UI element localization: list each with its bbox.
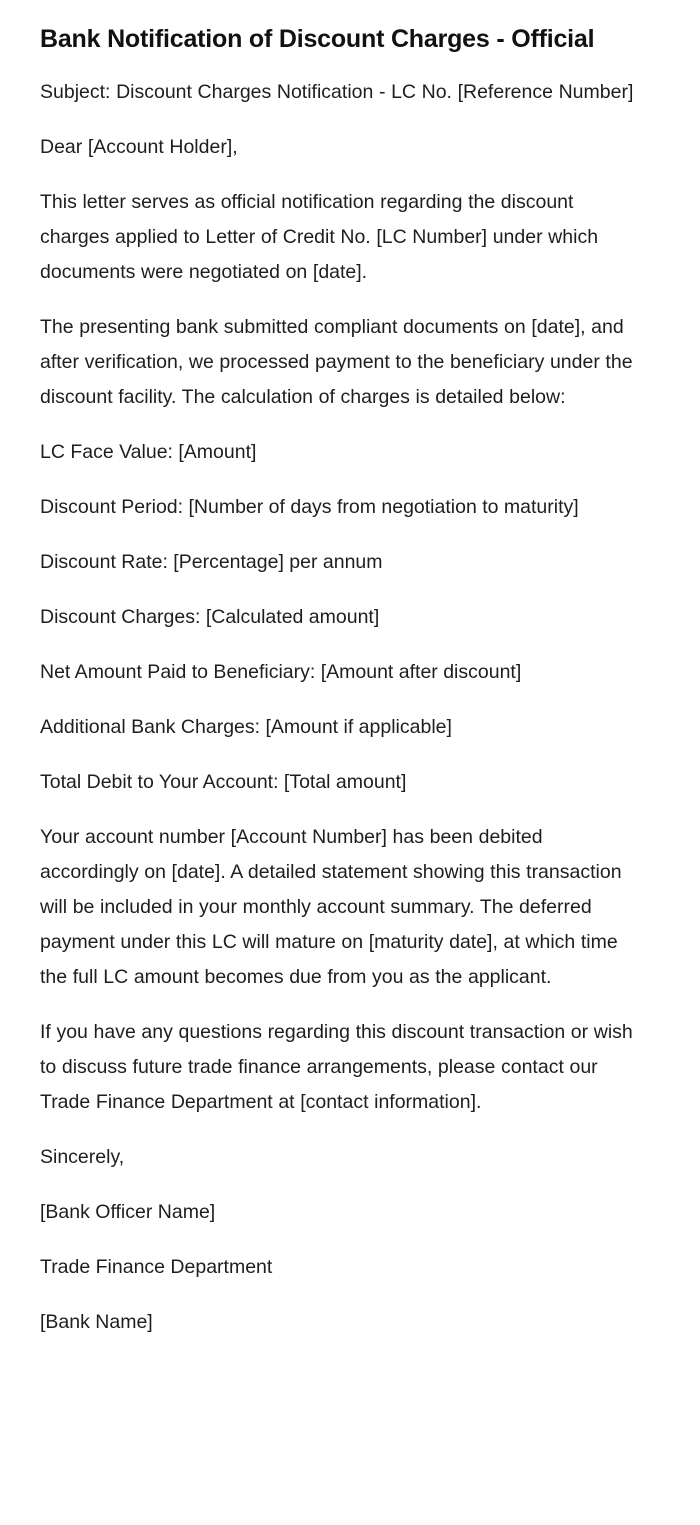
body-paragraph-2: The presenting bank submitted compliant documents on [date], and after verification, we processed payment to the beneficiary under the discount facility. The calculation of charges is detailed below: [40,316,633,409]
list-item: Discount Rate: [Percentage] per annum [40,551,383,574]
charge-details-list [40,435,660,800]
body-paragraph-1: This letter serves as official notification regarding the discount charges applied to Letter of Credit No. [LC Number] under which documents were negotiated on [date]. [40,191,599,284]
signature-block [40,1140,660,1340]
list-item: Additional Bank Charges: [Amount if applicable] [40,716,452,739]
list-item: Discount Period: [Number of days from negotiation to maturity] [40,496,579,519]
list-item: LC Face Value: [Amount] [40,441,257,464]
subject-line: Subject: Discount Charges Notification - LC No. [Reference Number] [40,81,634,104]
closing-paragraph-1: Your account number [Account Number] has been debited accordingly on [date]. A detailed statement showing this transaction will be included in your monthly account summary. The deferred payment under this LC will mature on [maturity date], at which time the full LC amount becomes due from you as the applicant. [40,826,622,989]
valediction: Sincerely, [40,1146,125,1169]
page-title: Bank Notification of Discount Charges - Official [40,25,595,53]
closing-paragraph-2: If you have any questions regarding this discount transaction or wish to discuss future trade finance arrangements, please contact our Trade Finance Department at [contact information]. [40,1021,633,1114]
bank-name: [Bank Name] [40,1311,153,1334]
list-item: Discount Charges: [Calculated amount] [40,606,380,629]
salutation: Dear [Account Holder], [40,136,238,159]
list-item: Net Amount Paid to Beneficiary: [Amount after discount] [40,661,522,684]
list-item: Total Debit to Your Account: [Total amount] [40,771,407,794]
officer-name: [Bank Officer Name] [40,1201,216,1224]
department-name: Trade Finance Department [40,1256,273,1279]
